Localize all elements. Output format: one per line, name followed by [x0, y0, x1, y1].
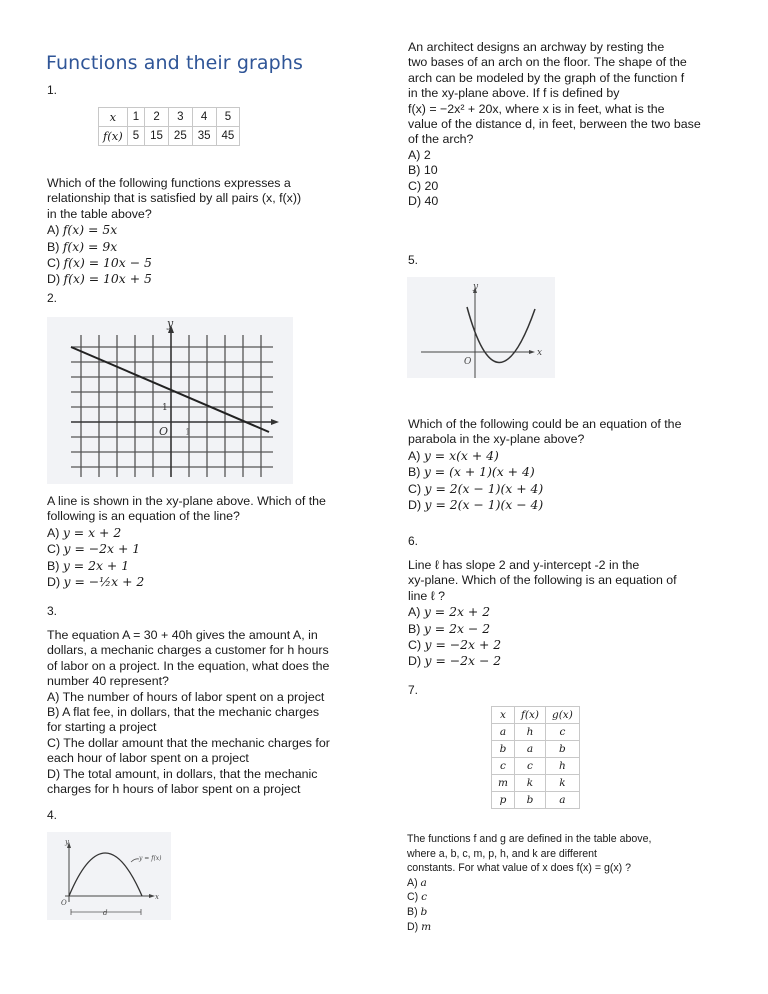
origin-label: O	[464, 357, 472, 367]
table-cell: b	[545, 741, 579, 758]
answer-option-a[interactable]	[407, 876, 651, 891]
answer-option-c[interactable]	[47, 541, 326, 557]
option-expression: y = −2x + 2	[424, 637, 502, 653]
curve-label: y = f(x)	[139, 855, 162, 862]
question-1-text	[47, 176, 301, 288]
table-cell: c	[492, 758, 515, 775]
question-text-line: The equation A = 30 + 40h gives the amount A, in	[47, 628, 318, 642]
question-text-line: dollars, a mechanic charges a customer for h hours	[47, 643, 329, 658]
option-label: A)	[407, 876, 418, 889]
option-label: C)	[408, 638, 422, 653]
question-text-line: where a, b, c, m, p, h, and k are different	[407, 847, 598, 860]
option-label: A)	[408, 448, 421, 463]
option-expression: y = 2(x − 1)(x − 4)	[424, 497, 544, 513]
option-label: B)	[408, 621, 421, 636]
question-text-line: The functions f and g are defined in the table above,	[407, 833, 652, 845]
table-cell: g(x)	[545, 707, 579, 724]
answer-option-a[interactable]	[47, 222, 301, 238]
answer-option-a[interactable]	[408, 604, 677, 620]
answer-option-d[interactable]	[47, 271, 301, 287]
question-6-number: 6.	[408, 534, 419, 548]
option-value: 20	[424, 178, 439, 193]
option-expression: y = 2x + 1	[62, 557, 130, 573]
question-text-line: Line ℓ has slope 2 and y-intercept -2 in the	[408, 558, 640, 572]
table-cell: 3	[168, 108, 192, 127]
origin-label: O	[159, 425, 169, 438]
answer-option-c[interactable]	[47, 255, 301, 271]
option-label: B)	[47, 239, 60, 254]
question-text-line: Which of the following could be an equation of the	[408, 417, 682, 431]
table-cell: b	[492, 741, 515, 758]
table-row	[99, 108, 240, 127]
question-3-number: 3.	[47, 604, 58, 618]
table-cell: 15	[145, 127, 169, 146]
option-expression: y = 2x + 2	[423, 604, 491, 620]
question-1-number: 1.	[47, 83, 58, 97]
table-cell: f(x)	[99, 127, 128, 146]
table-cell: 45	[216, 127, 240, 146]
option-label: B)	[408, 465, 421, 480]
answer-option-b[interactable]	[408, 621, 677, 637]
question-5-text	[408, 417, 681, 513]
x-axis-label: x	[537, 348, 543, 358]
option-expression: f(x) = 9x	[62, 238, 118, 254]
answer-option-b[interactable]	[47, 705, 330, 736]
table-cell: m	[492, 775, 515, 792]
table-cell: a	[492, 724, 515, 741]
question-7-text	[407, 832, 651, 934]
y-tick-label: 1	[162, 403, 168, 413]
table-cell: 1	[127, 108, 144, 127]
option-label: D)	[408, 194, 422, 209]
option-value: b	[420, 905, 428, 918]
option-label: D)	[47, 272, 61, 287]
line-graph-image	[47, 317, 293, 484]
table-row	[492, 724, 580, 741]
question-1-table	[98, 107, 240, 146]
answer-option-b[interactable]	[408, 464, 681, 480]
question-3-text	[47, 628, 330, 797]
answer-option-d[interactable]	[407, 920, 651, 935]
answer-option-a[interactable]	[47, 525, 326, 541]
answer-option-d[interactable]	[47, 767, 330, 798]
option-label: C)	[47, 542, 61, 557]
option-label: D)	[408, 654, 422, 669]
question-text-line: xy-plane. Which of the following is an equation of	[408, 573, 677, 588]
question-text-line: following is an equation of the line?	[47, 509, 240, 524]
y-axis-label: y	[167, 317, 174, 330]
question-text-line: two bases of an arch on the floor. The shape of the	[408, 55, 687, 70]
table-row	[492, 792, 580, 809]
option-label: C)	[407, 891, 419, 904]
option-value: c	[421, 891, 428, 904]
option-text-line: B) A flat fee, in dollars, that the mechanic charges	[47, 705, 320, 720]
answer-option-d[interactable]	[408, 497, 681, 513]
table-cell: c	[545, 724, 579, 741]
table-cell: 2	[145, 108, 169, 127]
table-cell: x	[492, 707, 515, 724]
table-cell: 5	[127, 127, 144, 146]
option-expression: y = x + 2	[62, 524, 122, 540]
option-label: A)	[47, 525, 60, 540]
option-expression: y = −½x + 2	[63, 574, 145, 590]
question-text-line: relationship that is satisfied by all pairs (x, f(x))	[47, 191, 302, 206]
table-row	[492, 758, 580, 775]
table-cell: f(x)	[514, 707, 545, 724]
question-text-line: Which of the following functions expresses a	[47, 176, 291, 190]
answer-option-b[interactable]	[408, 163, 701, 178]
option-expression: y = 2(x − 1)(x + 4)	[424, 480, 544, 496]
question-4-number: 4.	[47, 808, 58, 822]
table-cell: k	[545, 775, 579, 792]
option-expression: y = 2x − 2	[423, 620, 491, 636]
table-row	[99, 127, 240, 146]
option-value: 40	[424, 194, 439, 209]
option-label: D)	[408, 498, 422, 513]
option-text-line: C) The dollar amount that the mechanic charges for	[47, 735, 330, 750]
option-label: C)	[408, 481, 422, 496]
question-text-line: of the arch?	[408, 132, 474, 147]
origin-label: O	[61, 899, 67, 907]
option-label: B)	[47, 558, 60, 573]
question-text-line: constants. For what value of x does f(x) = g(x) ?	[407, 862, 632, 875]
y-axis-label: y	[65, 838, 69, 846]
option-label: B)	[408, 163, 421, 178]
option-label: B)	[407, 905, 418, 918]
option-text-line: A) The number of hours of labor spent on a project	[47, 689, 325, 704]
option-expression: f(x) = 10x − 5	[63, 255, 152, 271]
option-label: C)	[47, 256, 61, 271]
option-label: D)	[47, 575, 61, 590]
option-expression: y = −2x + 1	[63, 541, 141, 557]
table-cell: c	[514, 758, 545, 775]
table-cell: h	[514, 724, 545, 741]
answer-option-a[interactable]	[408, 148, 701, 163]
answer-option-a[interactable]	[408, 448, 681, 464]
table-cell: a	[545, 792, 579, 809]
table-cell: 5	[216, 108, 240, 127]
question-7-number: 7.	[408, 683, 419, 697]
option-expression: f(x) = 10x + 5	[63, 271, 152, 287]
question-4-graph	[47, 832, 171, 920]
question-text-line: f(x) = −2x² + 20x, where x is in feet, what is the	[408, 101, 665, 116]
question-text-line: arch can be modeled by the graph of the function f	[408, 70, 685, 85]
question-6-text	[408, 558, 677, 670]
question-4-text	[408, 40, 701, 209]
table-cell: p	[492, 792, 515, 809]
y-axis-label: y	[473, 282, 479, 292]
page-title: Functions and their graphs	[46, 52, 303, 74]
answer-option-b[interactable]	[47, 239, 301, 255]
table-cell: h	[545, 758, 579, 775]
answer-option-c[interactable]	[408, 481, 681, 497]
question-7-table	[491, 706, 580, 809]
table-cell: 35	[192, 127, 216, 146]
question-text-line: in the xy-plane above. If f is defined by	[408, 86, 620, 101]
option-label: A)	[408, 147, 421, 162]
option-value: a	[420, 876, 427, 889]
table-cell: k	[514, 775, 545, 792]
answer-option-c[interactable]	[408, 179, 701, 194]
table-cell: b	[514, 792, 545, 809]
table-row	[492, 775, 580, 792]
option-value: 10	[423, 163, 438, 178]
option-label: A)	[47, 223, 60, 238]
answer-option-a[interactable]	[47, 690, 330, 705]
answer-option-d[interactable]	[408, 194, 701, 209]
question-2-text	[47, 494, 326, 590]
question-text-line: of labor on a project. In the equation, what does the	[47, 658, 330, 673]
option-value: 2	[423, 147, 431, 162]
table-cell: x	[99, 108, 128, 127]
option-label: D)	[407, 920, 419, 933]
table-row	[492, 741, 580, 758]
table-row	[492, 707, 580, 724]
question-text-line: number 40 represent?	[47, 674, 169, 689]
question-text-line: An architect designs an archway by resting the	[408, 40, 665, 54]
question-text-line: value of the distance d, in feet, berween the two base	[408, 117, 701, 132]
x-tick-label: 1	[185, 428, 191, 438]
arch-graph-image	[47, 832, 171, 920]
question-text-line: in the table above?	[47, 206, 152, 221]
option-text-line: for starting a project	[47, 720, 157, 735]
option-value: m	[421, 920, 432, 933]
option-expression: f(x) = 5x	[62, 222, 118, 238]
table-cell: 25	[168, 127, 192, 146]
question-2-number: 2.	[47, 291, 58, 305]
option-text-line: D) The total amount, in dollars, that the mechanic	[47, 766, 318, 781]
question-2-graph	[47, 317, 293, 484]
table-cell: 4	[192, 108, 216, 127]
answer-option-c[interactable]	[408, 637, 677, 653]
parabola-graph-image	[407, 277, 555, 378]
question-text-line: parabola in the xy-plane above?	[408, 432, 585, 447]
answer-option-c[interactable]	[47, 736, 330, 767]
table-cell: a	[514, 741, 545, 758]
question-5-number: 5.	[408, 253, 419, 267]
answer-option-b[interactable]	[407, 905, 651, 920]
option-text-line: charges for h hours of labor spent on a project	[47, 782, 301, 797]
question-text-line: A line is shown in the xy-plane above. Which of the	[47, 494, 326, 508]
answer-option-c[interactable]	[407, 890, 651, 905]
answer-option-b[interactable]	[47, 558, 326, 574]
option-expression: y = x(x + 4)	[423, 447, 499, 463]
option-expression: y = −2x − 2	[424, 653, 502, 669]
x-axis-label: x	[155, 893, 159, 901]
option-text-line: each hour of labor spent on a project	[47, 751, 249, 766]
answer-option-d[interactable]	[47, 574, 326, 590]
question-5-graph	[407, 277, 555, 378]
option-label: A)	[408, 605, 421, 620]
distance-label: d	[103, 909, 108, 917]
answer-option-d[interactable]	[408, 653, 677, 669]
option-label: C)	[408, 178, 422, 193]
option-expression: y = (x + 1)(x + 4)	[423, 464, 535, 480]
question-text-line: line ℓ ?	[408, 588, 446, 603]
